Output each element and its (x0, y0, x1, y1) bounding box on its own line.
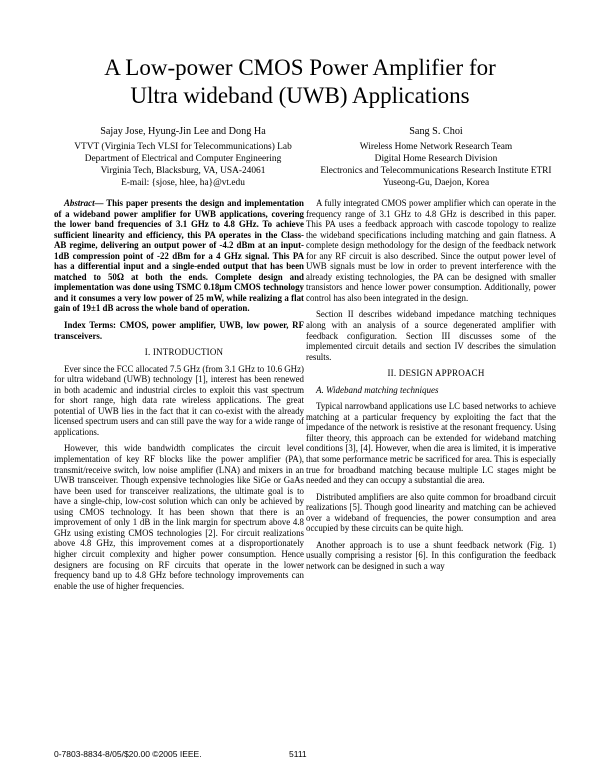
subsection-a-heading: A. Wideband matching techniques (316, 384, 439, 395)
design-paragraph-1: Typical narrowband applications use LC based networks to achieve matching at a particular frequency by exploiting the fact that the impedance of the network is resistive at the resonant frequency. Using filter theory, this approach can be extended for wideband matching conditions [3], [4]. However, when die area is limited, it is imperative that some performance metric be sacrificed for area. This is especially true for broadband matching because multiple LC stages might be needed and they can occupy a substantial die area. (306, 401, 556, 486)
index-terms: Index Terms: CMOS, power amplifier, UWB, low power, RF transceivers. (54, 320, 304, 341)
intro-paragraph-1: Ever since the FCC allocated 7.5 GHz (from 3.1 GHz to 10.6 GHz) for ultra wideband (UWB) technology [1], interest has been renewed in both academic and industrial circles to exploit this vast spectrum for short range, high data rate wireless applications. The great potential of UWB lies in the fact that it can co-exist with the already licensed spectrum users and can still pave the way for a wide range of applications. (54, 363, 304, 437)
intro-paragraph-2: However, this wide bandwidth complicates the circuit level implementation of key RF blocks like the power amplifier (PA), transmit/receive switch, low noise amplifier (LNA) and mixers in an UWB transceiver. Though expensive technologies like SiGe or GaAs have been used for transceiver realizations, the ultimate goal is to have a single-chip, low-cost solution which can only be achieved by using CMOS technology. It has been shown that there is an improvement of only 1 dB in the link margin for spectrum above 4.8 GHz using existing CMOS technologies [2]. For circuit realizations above 4.8 GHz, this improvement comes at a disproportionately higher circuit complexity and higher power consumption. Hence designers are focusing on RF circuits that operate in the lower frequency band up to 4.8 GHz before technology improvements can enable the use of higher frequencies. (54, 443, 304, 591)
left-affiliation-line-2: Department of Electrical and Computer Engineering (84, 154, 282, 164)
intro-paragraph-3: A fully integrated CMOS power amplifier which can operate in the frequency range of 3.1 GHz to 4.8 GHz is described in this paper. This PA uses a feedback approach with cascode topology to realize the wideband specifications including matching and gain flatness. A complete design methodology for the design of the feedback network for any RF circuit is also described. Since the output power level of UWB signals must be low in order to prevent interference with the already existing technologies, the PA can be designed with smaller transistors and hence lower power consumption. Additionally, power control has also been integrated in the design. (306, 198, 556, 303)
paper-title (0, 54, 600, 110)
title-line-1: A Low-power CMOS Power Amplifier for (104, 55, 496, 80)
page-number: 5111 (289, 749, 307, 759)
section-1-heading: I. INTRODUCTION (144, 347, 224, 358)
abstract (54, 198, 304, 314)
intro-paragraph-4: Section II describes wideband impedance matching techniques along with an analysis of a source degenerated amplifier with feedback configuration. Section III discusses some of the implemented circuit details and section IV describes the simulation results. (306, 309, 556, 362)
right-affiliation (316, 126, 556, 189)
left-affiliation-line-3: Virginia Tech, Blacksburg, VA, USA-24061 (100, 166, 266, 176)
left-affiliation-line-1: VTVT (Virginia Tech VLSI for Telecommunications) Lab (74, 142, 292, 152)
left-affiliation (52, 126, 314, 189)
left-authors: Sajay Jose, Hyung-Jin Lee and Dong Ha (100, 126, 266, 137)
right-affiliation-line-3: Electronics and Telecommunications Research Institute ETRI (320, 166, 552, 176)
abstract-text: This paper presents the design and implementation of a wideband power amplifier for UWB applications, covering the lower band frequencies of 3.1 GHz to 4.8 GHz. To achieve sufficient linearity and efficiency, this PA operates in the Class-AB regime, delivering an output power of -4.2 dBm at an input-1dB compression point of -22 dBm for a 4 GHz signal. This PA has a differential input and a single-ended output that has been matched to 50Ω at both the ends. Complete design and implementation was done using TSMC 0.18μm CMOS technology and it consumes a very low power of 25 mW, while realizing a flat gain of 19±1 dB across the whole band of operation. (54, 198, 304, 314)
right-authors: Sang S. Choi (409, 126, 463, 137)
left-email: E-mail: {sjose, hlee, ha}@vt.edu (121, 178, 245, 188)
copyright-notice: 0-7803-8834-8/05/$20.00 ©2005 IEEE. (54, 749, 202, 759)
right-affiliation-line-2: Digital Home Research Division (374, 154, 498, 164)
design-paragraph-3: Another approach is to use a shunt feedback network (Fig. 1) usually comprising a resistor [6]. In this configuration the feedback network can be designed in such a way (306, 539, 556, 571)
right-affiliation-line-4: Yuseong-Gu, Daejon, Korea (382, 178, 490, 188)
abstract-lead: Abstract— (64, 198, 104, 208)
right-affiliation-line-1: Wireless Home Network Research Team (359, 142, 513, 152)
design-paragraph-2: Distributed amplifiers are also quite common for broadband circuit realizations [5]. Though good linearity and matching can be achieved over a wideband of frequencies, the power consumption and area occupied by these circuits can be quite high. (306, 491, 556, 534)
right-column (306, 198, 556, 578)
left-column (54, 198, 304, 597)
section-2-heading: II. DESIGN APPROACH (387, 368, 485, 379)
title-line-2: Ultra wideband (UWB) Applications (130, 83, 470, 108)
